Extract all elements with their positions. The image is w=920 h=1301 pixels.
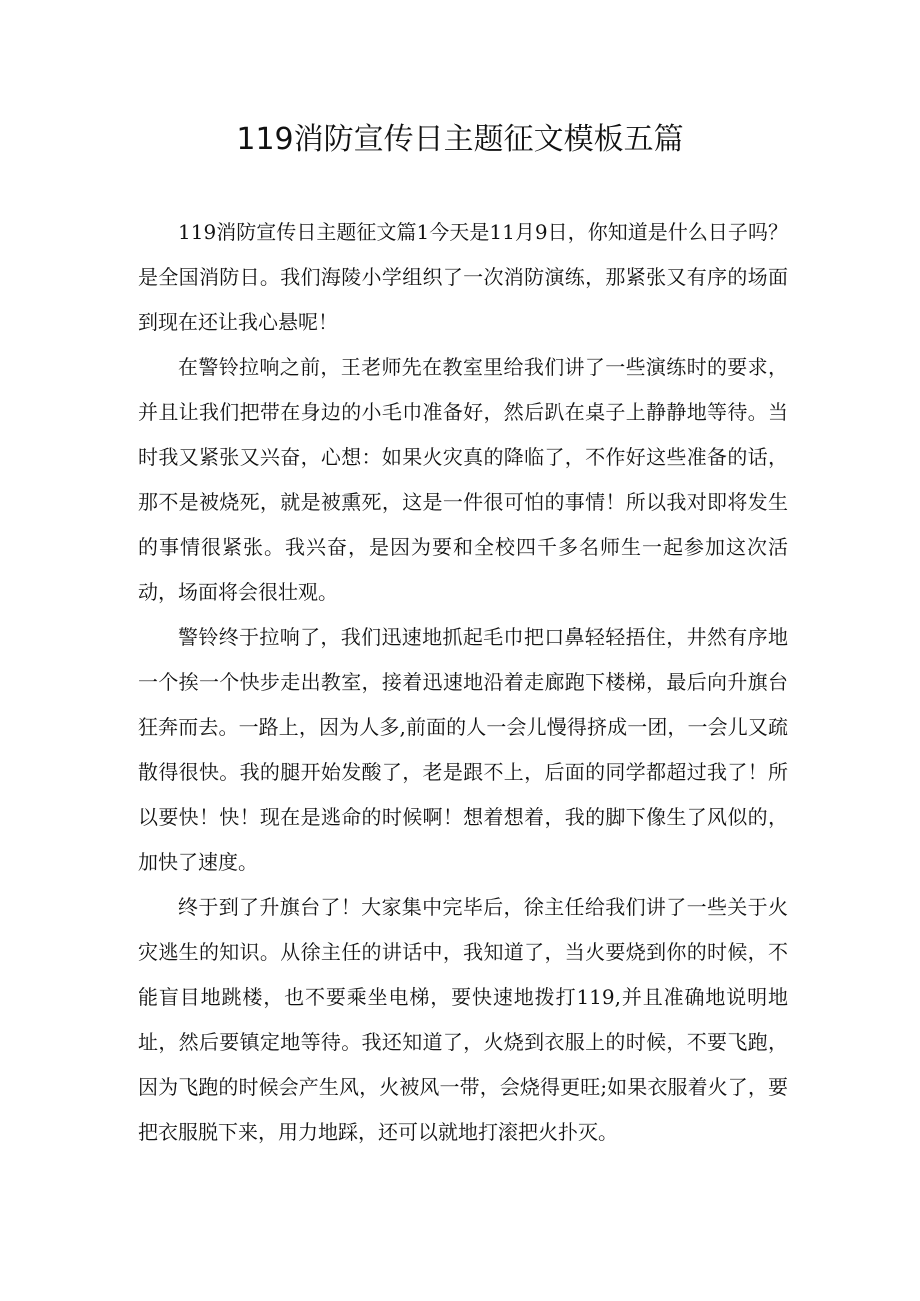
document-title: 119消防宣传日主题征文模板五篇 <box>236 122 684 157</box>
paragraph-intro: 119消防宣传日主题征文篇1今天是11月9日，你知道是什么日子吗？是全国消防日。我们海陵小学组织了一次消防演练，那紧张又有序的场面到现在还让我心悬呢！ <box>138 220 788 334</box>
paragraph-before-alarm: 在警铃拉响之前，王老师先在教室里给我们讲了一些演练时的要求，并且让我们把带在身边的小毛巾准备好，然后趴在桌子上静静地等待。当时我又紧张又兴奋，心想：如果火灾真的降临了，不作好这些准备的话，那不是被烧死，就是被熏死，这是一件很可怕的事情！所以我对即将发生的事情很紧张。我兴奋，是因为要和全校四千多名师生一起参加这次活动，场面将会很壮观。 <box>138 355 788 604</box>
paragraph-fire-safety-knowledge: 终于到了升旗台了！大家集中完毕后，徐主任给我们讲了一些关于火灾逃生的知识。从徐主任的讲话中，我知道了，当火要烧到你的时候，不能盲目地跳楼，也不要乘坐电梯，要快速地拨打119,并且准确地说明地址，然后要镇定地等待。我还知道了，火烧到衣服上的时候，不要飞跑，因为飞跑的时候会产生风，火被风一带，会烧得更旺;如果衣服着火了，要把衣服脱下来，用力地踩，还可以就地打滚把火扑灭。 <box>138 895 788 1144</box>
paragraph-evacuation: 警铃终于拉响了，我们迅速地抓起毛巾把口鼻轻轻捂住，井然有序地一个挨一个快步走出教室，接着迅速地沿着走廊跑下楼梯，最后向升旗台狂奔而去。一路上，因为人多,前面的人一会儿慢得挤成一团，一会儿又疏散得很快。我的腿开始发酸了，老是跟不上，后面的同学都超过我了！所以要快！快！现在是逃命的时候啊！想着想着，我的脚下像生了风似的，加快了速度。 <box>138 625 788 874</box>
document-body <box>138 210 788 1155</box>
